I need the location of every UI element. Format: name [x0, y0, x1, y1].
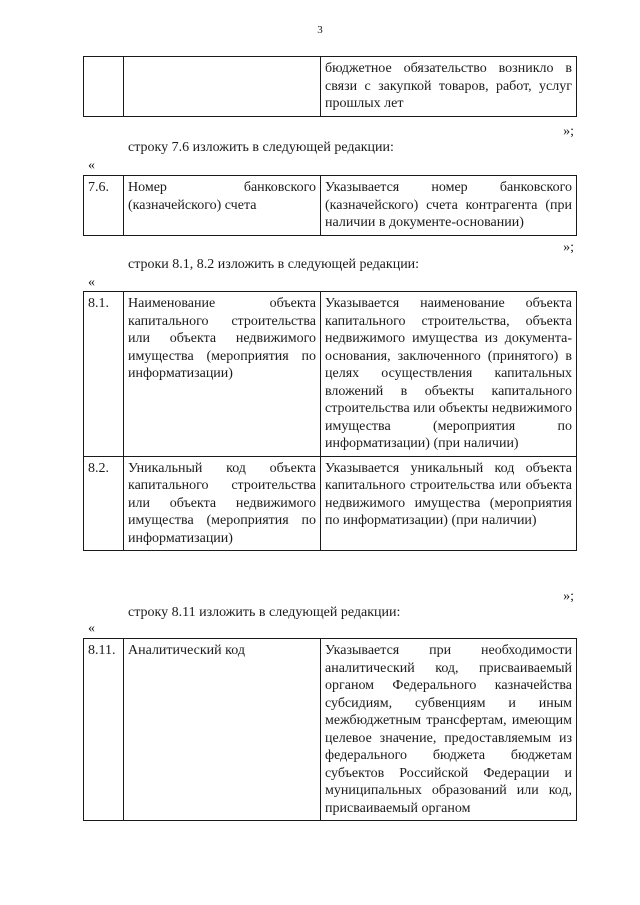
row-name: Уникальный код объекта капитального строительства или объекта недвижимого имущества (мероприятия по информатизации) [124, 456, 321, 551]
instruction-text: строку 7.6 изложить в следующей редакции: [128, 140, 394, 155]
table-row [84, 456, 577, 551]
row-description: Указывается при необходимости аналитический код, присваиваемый органом Федерального казначейства субсидиям, субвенциям и иным межбюджетным трансфертам, имеющим целевое значение, предоставляемым из федерального бюджета бюджетам субъектов Российской Федерации и муниципальных образований или код, присваиваемый органом [321, 639, 577, 821]
table-continuation [83, 56, 577, 117]
opening-quote: « [88, 275, 95, 290]
table-rows-8-1-8-2 [83, 291, 577, 551]
row-number: 8.1. [84, 292, 124, 457]
table-row [84, 176, 577, 236]
row-description: бюджетное обязательство возникло в связи с закупкой товаров, работ, услуг прошлых лет [321, 57, 577, 117]
row-description: Указывается наименование объекта капитального строительства, объекта недвижимого имущества из документа-основания, заключенного (принятого) в целях осуществления капитальных вложений в объекты капитального строительства или объекты недвижимого имущества (мероприятия по информатизации) (при наличии) [321, 292, 577, 457]
closing-quote: »; [563, 240, 574, 255]
row-number: 8.2. [84, 456, 124, 551]
closing-quote: »; [563, 589, 574, 604]
closing-quote: »; [563, 124, 574, 139]
table-row [84, 57, 577, 117]
instruction-text: строки 8.1, 8.2 изложить в следующей редакции: [128, 257, 420, 272]
row-description: Указывается номер банковского (казначейского) счета контрагента (при наличии в документе-основании) [321, 176, 577, 236]
table-row [84, 639, 577, 821]
opening-quote: « [88, 158, 95, 173]
instruction-text: строку 8.11 изложить в следующей редакции: [128, 605, 401, 620]
table-row-7-6 [83, 175, 577, 236]
row-number: 7.6. [84, 176, 124, 236]
page-number: 3 [317, 24, 323, 36]
row-name: Номер банковского (казначейского) счета [124, 176, 321, 236]
row-name: Наименование объекта капитального строительства или объекта недвижимого имущества (мероприятия по информатизации) [124, 292, 321, 457]
row-name [124, 57, 321, 117]
table-row-8-11 [83, 638, 577, 821]
table-row [84, 292, 577, 457]
row-number [84, 57, 124, 117]
row-description: Указывается уникальный код объекта капитального строительства или объекта недвижимого имущества (мероприятия по информатизации) (при наличии) [321, 456, 577, 551]
row-number: 8.11. [84, 639, 124, 821]
row-name: Аналитический код [124, 639, 321, 821]
opening-quote: « [88, 621, 95, 636]
